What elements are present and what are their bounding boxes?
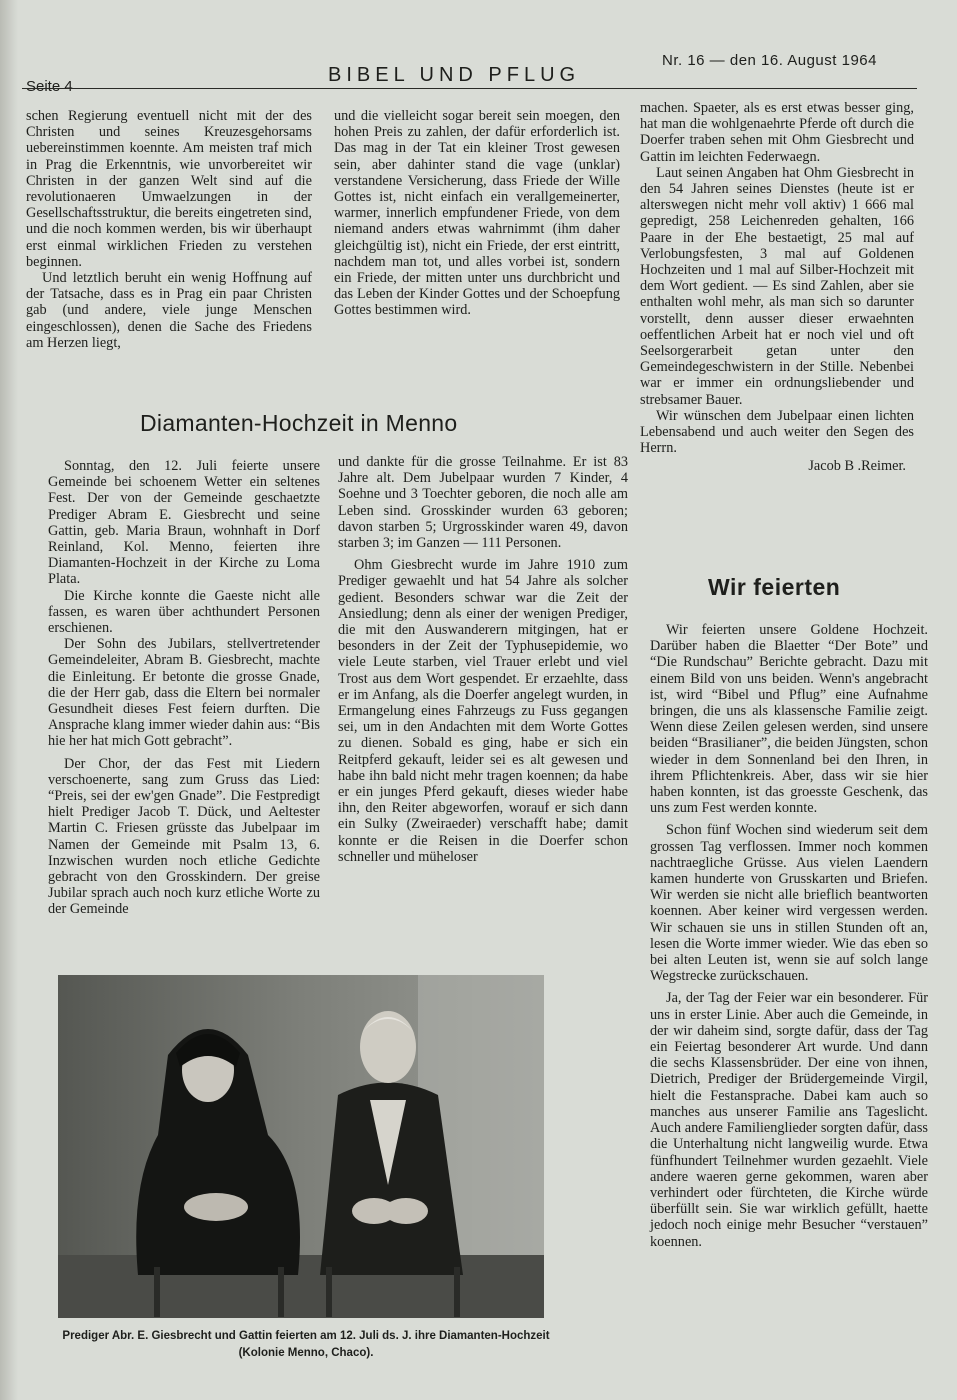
page-header [22, 52, 930, 95]
paragraph: Der Chor, der das Fest mit Liedern verschoenerte, sang zum Gruss das Lied: “Preis, sei der ew'gen Gnade”. Die Festpredigt hielt Prediger Jacob T. Dück, und Aeltester Martin C. Friesen grüsste das Jubelpaar im Namen der Gemeinde mit Psalm 13, 6. Inzwischen wurden noch etliche Gedichte gebracht von den Grosskindern. Der greise Jubilar sprach auch noch kurz etliche Worte zu der Gemeinde [48, 755, 320, 918]
paragraph: Wir wünschen dem Jubelpaar einen lichten Lebensabend und auch weiter den Segen des Herrn. [640, 407, 914, 457]
header-rule [22, 88, 917, 89]
continued-article-column-1 [26, 108, 312, 351]
paragraph: machen. Spaeter, als es erst etwas besser ging, hat man die wohlgenaehrte Pferde oft durch die Doerfer traben sehen mit Ohm Giesbrecht und Gattin im leichten Federwaegn. [640, 100, 914, 165]
article-title-wir-feierten: Wir feierten [708, 574, 841, 600]
page-number: Seite 4 [26, 78, 73, 95]
couple-photo [58, 975, 544, 1318]
issue-date: Nr. 16 — den 16. August 1964 [662, 52, 877, 69]
photo-caption: Prediger Abr. E. Giesbrecht und Gattin feierten am 12. Juli ds. J. ihre Diamanten-Hochzeit (Kolonie Menno, Chaco). [62, 1330, 550, 1359]
article2-column [650, 622, 928, 1250]
article1-signature: Jacob B .Reimer. [808, 458, 906, 475]
article1-column-1 [48, 458, 320, 918]
paragraph: schen Regierung eventuell nicht mit der des Christen und seines Kreuzesgehorsams uebereinstimmen koennte. Am meisten traf mich in Prag die Erkenntnis, wie unvorbereitet wir Christen in der ganzen Welt sind auf die revolutionaeren Umwaelzungen in der Gesellschaftsstruktur, die bereits eingetreten sind, und die noch kommen werden, bis wir überhaupt erst einmal wirklichen Frieden zu verstehen beginnen. [26, 108, 312, 270]
paragraph: Schon fünf Wochen sind wiederum seit dem grossen Tag verflossen. Immer noch kommen nachtraegliche Grüsse. Aus vielen Laendern kamen hunderte von Grusskarten und Briefen. Wir werden sie nicht alle brieflich beantworten koennen. Aber keiner wird vergessen werden. Wir schauen sie uns in stillen Stunden oft an, lesen die Worte immer wieder. Wie das eben so bei alten Leuten ist, wenn sie auf solch lange Wegstrecke zurückschauen. [650, 822, 928, 985]
paragraph: Sonntag, den 12. Juli feierte unsere Gemeinde bei schoenem Wetter ein seltenes Fest. Der von der Gemeinde geschaetzte Prediger Abram E. Giesbrecht und seine Gattin, geb. Maria Braun, wohnhaft in Dorf Reinland, Kol. Menno, feierten ihre Diamanten-Hochzeit in der Kirche zu Loma Plata. [48, 458, 320, 588]
paragraph: und die vielleicht sogar bereit sein moegen, den hohen Preis zu zahlen, der dafür erforderlich ist. Das mag in der Tat ein kleiner Trost gewesen sein, aber dahinter stand die vage (unklar) verstandene Versicherung, dass Friede der Wille Gottes ist, nicht einfach ein verallgemeinerter, warmer, innerlich empfundener Friede, von dem niemand anders etwas wahrnimmt (ihm daher gleichgültig ist), nicht ein Friede, der erst eintritt, nachdem man tot, und alles vorbei ist, sondern ein Friede, der mitten unter uns durchbricht und das Leben der Kinder Gottes und der Schoepfung Gottes bestimmen wird. [334, 108, 620, 319]
continued-article-column-2 [334, 108, 620, 319]
paragraph: Wir feierten unsere Goldene Hochzeit. Darüber haben die Blaetter “Der Bote” und “Die Rundschau” Berichte gebracht. Dazu mit einem Bild von uns beiden. Wenn's angebracht ist, wird “Bibel und Pflug” eine Aufnahme bringen, die uns als klassensche Familie zeigt. Wenn diese Zeilen gelesen werden, sind unsere beiden “Brasilianer”, die beiden Jüngsten, schon wieder in dem Sonnenland bei den Ihren, in ihrem Pflichtenkreis. Aber, dass wir sie hier haben konnten, ist das groesste Geschenk, das uns zum Fest werden konnte. [650, 622, 928, 817]
paragraph: und dankte für die grosse Teilnahme. Er ist 83 Jahre alt. Dem Jubelpaar wurden 7 Kinder, 4 Soehne und 3 Toechter geboren, die noch alle am Leben sind. Grosskinder wurden 63 geboren; davon starben 5; Urgrosskinder waren 49, davon starben 3; im Ganzen — 111 Personen. [338, 454, 628, 552]
paragraph: Die Kirche konnte die Gaeste nicht alle fassen, es waren über achthundert Personen erschienen. [48, 587, 320, 637]
article1-column-2 [338, 454, 628, 865]
couple-photo-illustration [58, 975, 544, 1318]
article-title-diamanten-hochzeit: Diamanten-Hochzeit in Menno [140, 410, 458, 436]
paragraph: Und letztlich beruht ein wenig Hoffnung auf der Tatsache, dass es in Prag ein paar Christen gab (und andere, viele junge Menschen eingeschlossen), denen die Sache des Friedens am Herzen liegt, [26, 270, 312, 351]
paragraph: Laut seinen Angaben hat Ohm Giesbrecht in den 54 Jahren seines Dienstes (heute ist er alterswegen nicht mehr voll aktiv) 1 666 mal gepredigt, 258 Leichenreden gehalten, 166 Paare in der Ehe bestaetigt, 25 mal auf Verlobungsfesten, 3 mal auf Goldenen Hochzeiten und 1 mal auf Silber-Hochzeit mit dem Wort gedient. — Es sind Zahlen, aber sie enthalten wohl mehr, als man sich so darunter vorstellt, denn ausser dieser erwaehnten oeffentlichen Arbeit hat er noch viel und oft Seelsorgerarbeit getan unter den Gemeindegeschwistern in der Stille. Nebenbei war er immer ein ordnungsliebender und strebsamer Bauer. [640, 164, 914, 408]
paragraph: Der Sohn des Jubilars, stellvertretender Gemeindeleiter, Abram B. Giesbrecht, machte die Einleitung. Er betonte die grosse Gnade, die der Herr gab, dass die Eltern bei normaler Gesundheit dieses Fest feiern durften. Die Ansprache klang immer wieder dahin aus: “Bis hie her hat mich Gott gebracht”. [48, 636, 320, 750]
paragraph: Ja, der Tag der Feier war ein besonderer. Für uns in erster Linie. Aber auch die Gemeinde, in der wir daheim sind, sorgte dafür, dass der Tag ein Feiertag besonderer Art wurde. Und dann die sechs Klassensbrüder. Der eine von ihnen, Dietrich, Prediger der Brüdergemeinde Virgil, hielt die Festansprache. Dabei kam auch so manches aus unserer Familie ans Tageslicht. Auch andere Familienglieder sorgten dafür, dass die Unterhaltung nicht langweilig wurde. Etwa fünfhundert Teilnehmer wurden gezaehlt. Viele andere waeren gerne gekommen, waren aber verhindert oder fürchteten, die Kirche würde überfüllt sein. Sie war wirklich gefüllt, haette jedoch noch einige mehr Besucher “verstauen” koennen. [650, 990, 928, 1250]
page-edge-shadow [0, 0, 18, 1400]
paragraph: Ohm Giesbrecht wurde im Jahre 1910 zum Prediger gewaehlt und hat 54 Jahre als solcher gedient. Besonders schwar war die Zeit der Ansiedlung; denn als einer der wenigen Prediger, die mit den Auswanderern mitgingen, hat er besonders in der Zeit der Typhusepidemie, wo viele Leute starben, viel Trauer erlebt und viel Trost aus dem Wort gespendet. Er erzaehlte, dass er im Anfang, als die Doerfer angelegt wurden, in Ermangelung eines Fahrzeugs zu Fuss gegangen sei, um in den Andachten mit dem Worte Gottes zu dienen. Sobald es ging, habe er sich ein Reitpferd gekauft, leider sei es alt gewesen und habe ihn bald nicht mehr tragen koennen; da habe er ein junges Pferd gekauft, dieses wieder habe ihn, den Reiter abgeworfen, worauf er sich dann ein Sulky (Zweiraeder) verschafft habe; damit konnte er die Reisen in die Doerfer schon schneller und müheloser [338, 557, 628, 865]
article1-column-3 [640, 100, 914, 475]
newspaper-masthead: BIBEL UND PFLUG [328, 64, 581, 86]
